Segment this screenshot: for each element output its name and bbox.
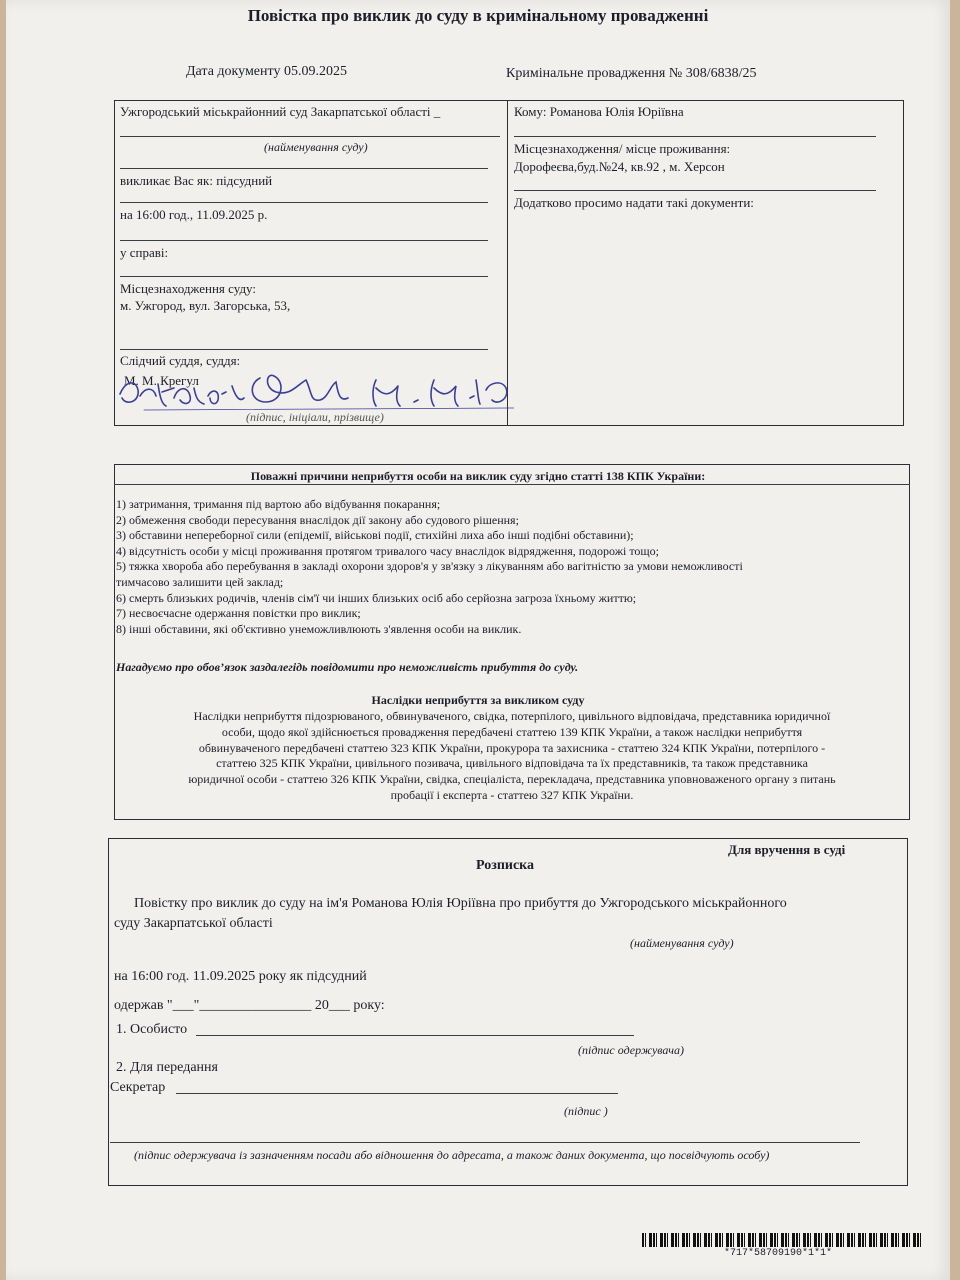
- secretary-sign-caption: (підпис ): [564, 1104, 608, 1118]
- case-label: у справі:: [120, 245, 169, 260]
- reason-item: 6) смерть близьких родичів, членів сім'ї чи інших близьких осіб або серйозна загроза їхньому життю;: [116, 590, 637, 605]
- receipt-time: на 16:00 год. 11.09.2025 року як підсудний: [114, 969, 367, 984]
- reason-item: 2) обмеження свободи пересування внаслідок дії закону або судового рішення;: [116, 512, 519, 527]
- judge-name: М. М. Крегул: [124, 373, 199, 388]
- received-date: одержав "___"________________ 20___ року:: [114, 998, 385, 1013]
- reason-item: 1) затримання, тримання під вартою або відбування покарання;: [116, 497, 441, 511]
- barcode-text: *717*58709190*1*1*: [724, 1248, 833, 1259]
- barcode: [642, 1233, 922, 1247]
- consequences-text: Наслідки неприбуття підозрюваного, обвинуваченого, свідка, потерпілого, цивільного відповідача, представника юридичної особи, щодо якої здійснюється провадження передбачені статтею 139 КПК України, а також наслідки неприбуття обвинуваченого передбачені статтею 323 КПК України, прокурора та захисника - статтею 324 КПК України, потерпілого - статтею 325 КПК України, цивільного позивача, цивільного відповідача та їх представників, та також представника юридичної особи - статтею 326 КПК України, свідка, спеціаліста, перекладача, представника уповноваженого органу з питань пробації і експерта - статтею 327 КПК України.: [188, 709, 836, 802]
- document-title: Повістка про виклик до суду в кримінальному провадженні: [247, 6, 709, 25]
- court-location-label: Місцезнаходження суду:: [120, 281, 256, 296]
- reason-item: 8) інші обставини, які об'єктивно унеможливлюють з'явлення особи на виклик.: [116, 621, 522, 636]
- case-number: Кримінальне провадження № 308/6838/25: [506, 66, 757, 81]
- signature-caption: (підпис, ініціали, прізвище): [246, 410, 384, 424]
- receipt-line-2: суду Закарпатської області: [114, 916, 273, 931]
- reason-item: 4) відсутність особи у місці проживання протягом тривалого часу внаслідок відрядження, подорожі тощо;: [116, 543, 659, 558]
- residence-label: Місцезнаходження/ місце проживання:: [514, 141, 731, 156]
- summons-as: викликає Вас як: підсудний: [120, 173, 273, 188]
- receipt-footer-caption: (підпис одержувача із зазначенням посади або відношення до адресата, а також даних документа, що посвідчують особу): [134, 1148, 770, 1162]
- summons-paper: [6, 0, 950, 1280]
- personal-label: 1. Особисто: [116, 1022, 188, 1037]
- reasons-list: [116, 497, 743, 637]
- document-date: Дата документу 05.09.2025: [186, 64, 347, 79]
- hearing-time: на 16:00 год., 11.09.2025 р.: [120, 207, 268, 222]
- receipt-title: Розписка: [476, 858, 535, 873]
- reasons-heading: Поважні причини неприбуття особи на виклик суду згідно статті 138 КПК України:: [250, 469, 706, 483]
- recipient: Кому: Романова Юлія Юріївна: [514, 104, 684, 119]
- reminder: Нагадуємо про обов’язок заздалегідь повідомити про неможливість прибуття до суду.: [116, 660, 579, 674]
- court-name: Ужгородський міськрайонний суд Закарпатської області _: [120, 104, 441, 119]
- reason-item: 7) несвоєчасне одержання повістки про виклик;: [116, 606, 361, 621]
- consequences-heading: Наслідки неприбуття за викликом суду: [371, 693, 585, 707]
- recipient-sign-caption: (підпис одержувача): [578, 1043, 684, 1057]
- for-court-delivery: Для вручення в суді: [728, 842, 846, 857]
- receipt-court-caption: (найменування суду): [630, 936, 734, 950]
- court-location: м. Ужгород, вул. Загорська, 53,: [120, 298, 291, 313]
- court-caption: (найменування суду): [264, 140, 368, 154]
- transfer-label: 2. Для передання: [116, 1060, 218, 1075]
- judge-label: Слідчий суддя, суддя:: [120, 353, 241, 368]
- handwritten-signature: [114, 358, 514, 418]
- reason-item: 3) обставини непереборної сили (епідемії, військові події, стихійні лиха або інші подібні обставини);: [116, 528, 634, 543]
- receipt-line-1: Повістку про виклик до суду на ім'я Романова Юлія Юріївна про прибуття до Ужгородського міськрайонного: [134, 896, 787, 911]
- reason-item: 5) тяжка хвороба або перебування в закладі охорони здоров'я у зв'язку з лікуванням або вагітністю за умови неможливості: [116, 559, 743, 574]
- secretary-label: Секретар: [110, 1080, 166, 1095]
- reason-item: тимчасово залишити цей заклад;: [116, 574, 284, 589]
- residence: Дорофеєва,буд.№24, кв.92 , м. Херсон: [514, 159, 725, 174]
- documents-request: Додатково просимо надати такі документи:: [514, 195, 754, 210]
